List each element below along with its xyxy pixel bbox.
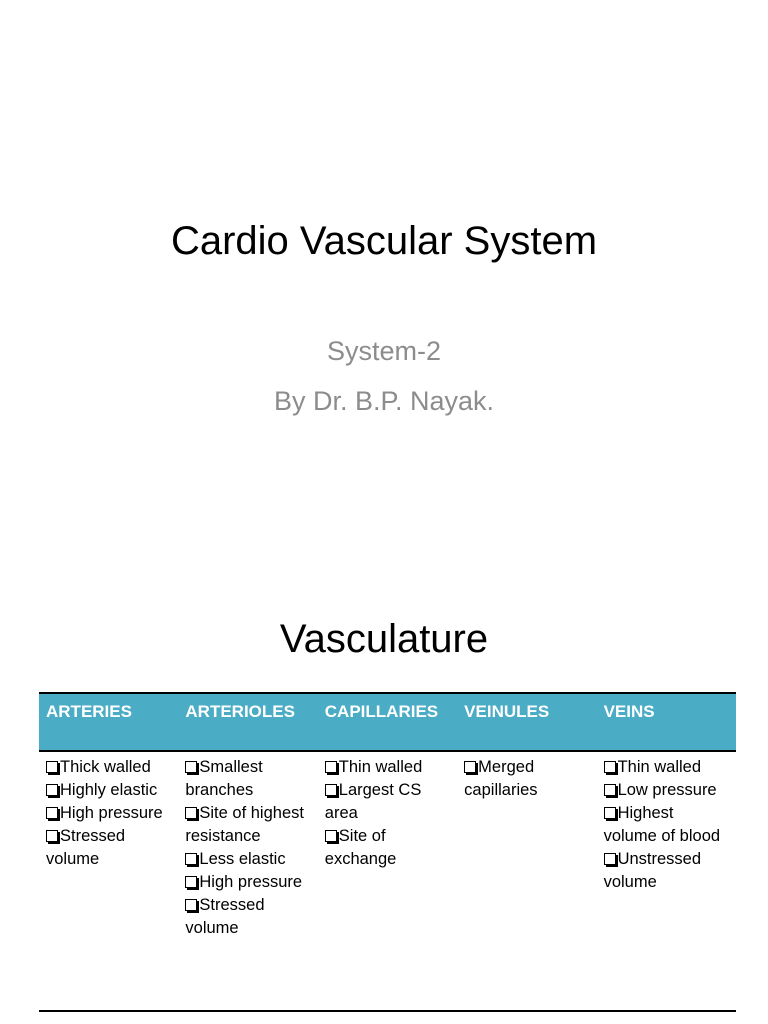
column-header-capillaries: CAPILLARIES — [324, 702, 439, 721]
item-text: Thin walled — [338, 758, 423, 776]
column-header-veinules: VEINULES — [464, 702, 550, 721]
list-item — [325, 756, 450, 779]
cell-arterioles — [178, 752, 317, 944]
square-bullet-icon — [185, 853, 197, 865]
square-bullet-icon — [46, 830, 58, 842]
list-item — [185, 894, 310, 940]
list-item — [185, 848, 310, 871]
square-bullet-icon — [46, 761, 58, 773]
table-header-row — [39, 694, 736, 752]
item-text: Highly elastic — [60, 781, 158, 799]
square-bullet-icon — [325, 830, 337, 842]
square-bullet-icon — [604, 807, 616, 819]
list-item — [185, 802, 310, 848]
cell-veinules — [457, 752, 596, 944]
list-item — [185, 871, 310, 894]
cell-capillaries — [318, 752, 457, 944]
list-item — [185, 756, 310, 802]
item-text: Thick walled — [60, 758, 151, 776]
item-text: Highest volume of blood — [603, 804, 721, 845]
item-text: Largest CS area — [324, 781, 422, 822]
square-bullet-icon — [604, 784, 616, 796]
slide-title: Cardio Vascular System — [170, 219, 598, 263]
list-item — [604, 802, 729, 848]
item-text: Thin walled — [617, 758, 702, 776]
slide-subtitle-line-2: By Dr. B.P. Nayak. — [273, 386, 495, 416]
square-bullet-icon — [185, 807, 197, 819]
item-text: Site of highest resistance — [185, 804, 304, 845]
square-bullet-icon — [325, 784, 337, 796]
vasculature-table — [39, 692, 736, 1012]
item-text: Stressed volume — [46, 827, 126, 868]
list-item — [46, 802, 171, 825]
square-bullet-icon — [185, 899, 197, 911]
item-text: Smallest branches — [185, 758, 263, 799]
item-text: Unstressed volume — [603, 850, 702, 891]
slide-subtitle-line-1: System-2 — [326, 336, 442, 366]
column-header-veins: VEINS — [603, 702, 655, 721]
square-bullet-icon — [185, 876, 197, 888]
item-text: Site of exchange — [324, 827, 397, 868]
list-item — [46, 779, 171, 802]
list-item — [46, 756, 171, 779]
square-bullet-icon — [185, 761, 197, 773]
item-text: Less elastic — [199, 850, 286, 868]
list-item — [604, 756, 729, 779]
list-item — [464, 756, 589, 802]
column-header-arteries: ARTERIES — [46, 702, 132, 721]
item-text: High pressure — [199, 873, 303, 891]
square-bullet-icon — [46, 784, 58, 796]
column-header-arterioles: ARTERIOLES — [185, 702, 295, 721]
vasculature-title: Vasculature — [279, 617, 489, 661]
square-bullet-icon — [464, 761, 476, 773]
list-item — [46, 825, 171, 871]
item-text: Merged capillaries — [464, 758, 538, 799]
list-item — [325, 779, 450, 825]
list-item — [604, 848, 729, 894]
item-text: Stressed volume — [185, 896, 265, 937]
cell-arteries — [39, 752, 178, 944]
square-bullet-icon — [604, 853, 616, 865]
square-bullet-icon — [604, 761, 616, 773]
item-text: Low pressure — [617, 781, 717, 799]
square-bullet-icon — [325, 761, 337, 773]
cell-veins — [597, 752, 736, 944]
square-bullet-icon — [46, 807, 58, 819]
item-text: High pressure — [60, 804, 163, 822]
list-item — [604, 779, 729, 802]
table-body-row — [39, 752, 736, 944]
list-item — [325, 825, 450, 871]
